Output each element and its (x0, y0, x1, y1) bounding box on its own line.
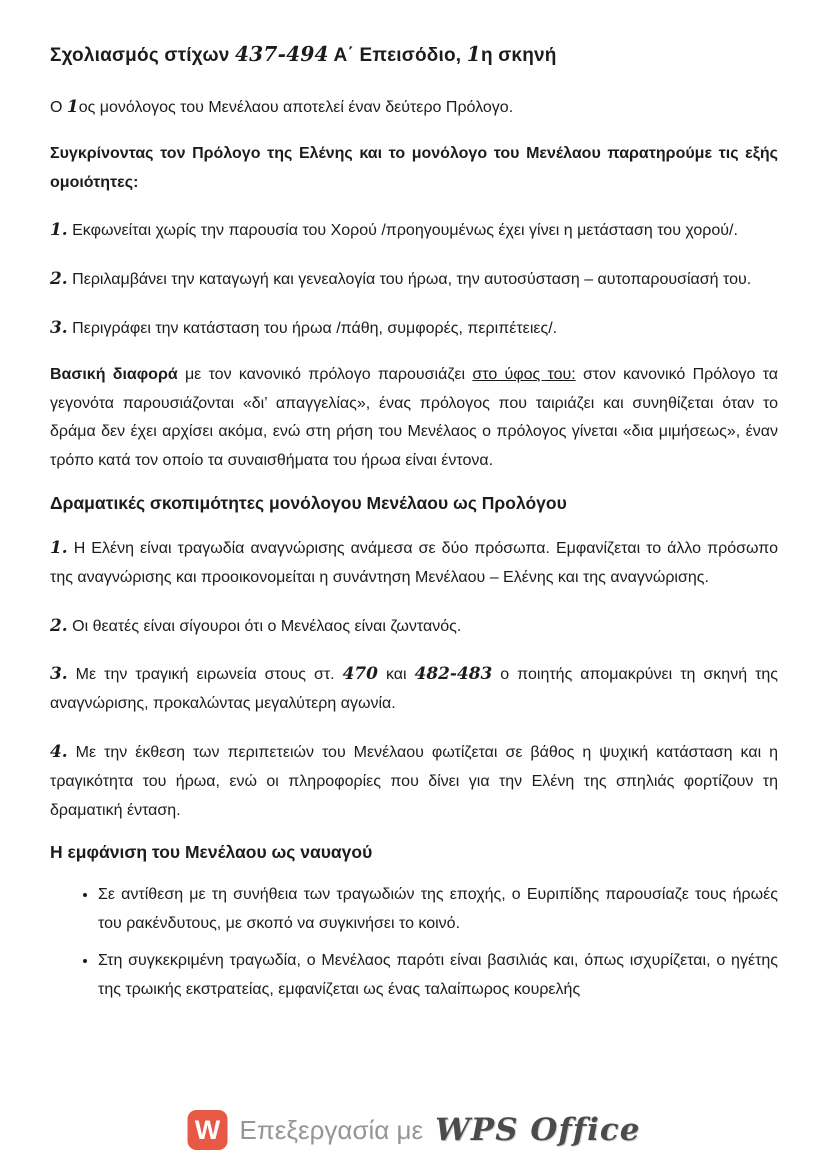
purpose-3-verse-1: 470 (342, 663, 378, 684)
similarity-item-2 (50, 263, 778, 295)
purpose-3-text-3: ο ποιητής απομακρύνει τη σκηνή της αναγνώρισης, προκαλώντας μεγαλύτερη αγωνία. (50, 666, 779, 713)
purpose-item-1 (50, 532, 778, 593)
difference-underlined: στο ύφος του: (472, 365, 576, 383)
purpose-3-text-2: και (377, 666, 415, 684)
purpose-item-4 (50, 736, 778, 825)
appearance-bullet-list (50, 881, 778, 1004)
purpose-1-number: 1. (50, 536, 68, 557)
watermark-brand: WPS Office (435, 1112, 641, 1148)
difference-bold-lead: Βασική διαφορά (50, 365, 178, 383)
intro-number: 1 (66, 96, 79, 116)
purpose-item-3 (50, 658, 778, 719)
purpose-3-number: 3. (50, 663, 68, 684)
heading-dramatic-purposes: Δραματικές σκοπιμότητες μονόλογου Μενέλαου ως Προλόγου (50, 492, 567, 513)
similarity-3-text: Περιγράφει την κατάσταση του ήρωα /πάθη, συμφορές, περιπέτειες/. (67, 319, 558, 337)
title-scene-number: 1 (466, 42, 481, 66)
wps-logo-icon: W (188, 1110, 228, 1150)
purpose-item-2 (50, 610, 778, 642)
similarity-2-number: 2. (50, 268, 68, 289)
similarity-1-text: Εκφωνείται χωρίς την παρουσία του Χορού /προηγουμένως έχει γίνει η μετάσταση του χορού/. (67, 222, 738, 240)
heading-menelaus-appearance: Η εμφάνιση του Μενέλαου ως ναυαγού (50, 842, 373, 863)
similarity-item-3 (50, 312, 778, 344)
title-text-3: η σκηνή (480, 45, 557, 66)
similarity-1-number: 1. (50, 219, 68, 240)
document-title (50, 42, 778, 67)
difference-text-1: με τον κανονικό πρόλογο παρουσιάζει (177, 365, 473, 383)
similarity-2-text: Περιλαμβάνει την καταγωγή και γενεαλογία του ήρωα, την αυτοσύσταση – αυτοπαρουσίασή του. (67, 271, 752, 289)
paragraph-difference (50, 361, 778, 476)
title-verse-range: 437-494 (234, 42, 329, 66)
watermark-text: Επεξεργασία με (239, 1114, 424, 1145)
intro-text-2: ος μονόλογος του Μενέλαου αποτελεί έναν δεύτερο Πρόλογο. (78, 99, 514, 116)
bullet-item-1: • Σε αντίθεση με τη συνήθεια των τραγωδιών της εποχής, ο Ευριπίδης παρουσίαζε τους ήρωές του ρακένδυτους, με σκοπό να συγκινήσει το κοινό. (98, 881, 778, 939)
bullet-item-2: • Στη συγκεκριμένη τραγωδία, ο Μενέλαος παρότι είναι βασιλιάς και, όπως ισχυρίζεται, ο ηγέτης της τρωικής εκστρατείας, εμφανίζεται ως ένας ταλαίπωρος κουρελής (98, 947, 778, 1005)
purpose-4-number: 4. (50, 740, 68, 761)
purpose-4-text: Με την έκθεση των περιπετειών του Μενέλαου φωτίζεται σε βάθος η ψυχική κατάσταση και η τραγικότητα του ήρωα, ενώ οι πληροφορίες που δίνει για την Ελένη της σπηλιάς φορτίζουν τη δραματική ένταση. (50, 743, 778, 819)
purpose-2-text: Οι θεατές είναι σίγουροι ότι ο Μενέλαος είναι ζωντανός. (67, 617, 462, 635)
purpose-2-number: 2. (50, 614, 68, 635)
difference-text-2: στον κανονικό Πρόλογο τα γεγονότα παρουσιάζονται «δι’ απαγγελίας», ένας πρόλογος που ταιριάζει και συνηθίζεται όταν το δράμα δεν έχει αρχίσει ακόμα, ενώ στη ρήση του Μενέλαος ο πρόλογος γίνεται «δια μιμήσεως», έναν τρόπο κατά τον οποίο τα συναισθήματα του ήρωα είναι έντονα. (50, 365, 778, 470)
paragraph-compare-lead: Συγκρίνοντας τον Πρόλογο της Ελένης και το μονόλογο του Μενέλαου παρατηρούμε τις εξής ομοιότητες: (50, 144, 778, 191)
intro-text-1: Ο (50, 99, 67, 116)
title-text-2: Α΄ Επεισόδιο, (328, 45, 467, 66)
wps-watermark (188, 1110, 641, 1150)
title-text-1: Σχολιασμός στίχων (50, 45, 235, 66)
purpose-3-verse-2: 482-483 (414, 663, 493, 684)
purpose-1-text: Η Ελένη είναι τραγωδία αναγνώρισης ανάμεσα σε δύο πρόσωπα. Εμφανίζεται το άλλο πρόσωπο της αναγνώρισης και προοικονομείται η συνάντηση Μενέλαου – Ελένης και της αναγνώρισης. (50, 539, 778, 586)
similarity-item-1 (50, 214, 778, 246)
paragraph-intro (50, 91, 778, 123)
purpose-3-text-1: Με την τραγική ειρωνεία στους στ. (67, 666, 343, 684)
similarity-3-number: 3. (50, 316, 68, 337)
